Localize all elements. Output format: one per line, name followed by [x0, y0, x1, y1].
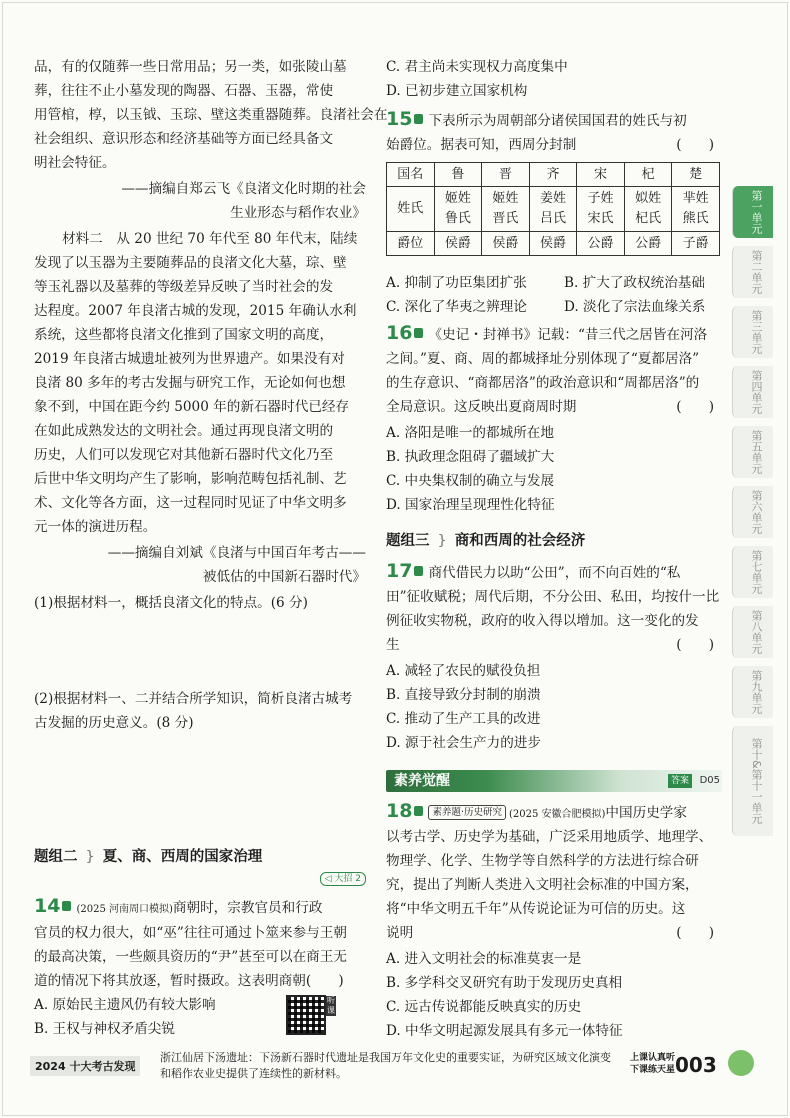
text-line: 的最高决策，一些颇具资历的“尹”甚至可以在商王无 [34, 949, 347, 965]
cell-text: 鲁氏 [444, 211, 471, 226]
question-text: 《史记・封禅书》记载：“昔三代之居皆在河洛 [428, 327, 708, 343]
table-cell: 公爵 [577, 232, 625, 256]
option-b: B. 执政理念阻碍了疆域扩大 [386, 449, 555, 465]
cell-text: 姬姓 [444, 191, 471, 206]
question-number: 16 [386, 322, 413, 344]
text-line: 元一体的演进历程。 [34, 519, 157, 535]
text-line: 例征收实物税，政府的收入得以增加。这一变化的发 [386, 613, 699, 629]
page-number: 003 [675, 1053, 717, 1077]
question-mark-icon [62, 901, 71, 911]
question-source: (2025 河南周口模拟) [76, 904, 173, 915]
text-line: 良渚 80 多年的考古发掘与研究工作，无论如何也想 [34, 375, 346, 391]
option-a: A. 减轻了农民的赋役负担 [386, 663, 541, 679]
cell-text: 宋氏 [587, 211, 614, 226]
option-b: B. 王权与神权矛盾尖锐 [34, 1021, 175, 1037]
text-line [386, 924, 722, 942]
option-d: D. 淡化了宗法血缘关系 [564, 299, 706, 315]
question-number: 15 [386, 108, 413, 130]
tab-unit-6[interactable]: 第六单元 [732, 486, 773, 538]
option-d: D. 已初步建立国家机构 [386, 83, 528, 99]
text-line: 历史，人们可以发现它对其他新石器时代文化乃至 [34, 447, 334, 463]
option-a: A. 进入文明社会的标准莫衷一是 [386, 951, 582, 967]
question-number: 14 [34, 895, 61, 917]
table-header-cell: 鲁 [434, 163, 482, 187]
question-number: 17 [386, 560, 413, 582]
banner-title: 素养觉醒 [394, 773, 450, 789]
table-cell: 侯爵 [434, 232, 482, 256]
text-line: 术、文化等各方面，这一过程同时见证了中华文明多 [34, 495, 347, 511]
question-text: 商朝时，宗教官员和行政 [172, 900, 323, 916]
text-line: 物理学、化学、生物学等自然科学的方法进行综合研 [386, 853, 699, 869]
table-row [387, 187, 720, 232]
text-line [386, 636, 722, 654]
table-cell: 爵位 [387, 232, 435, 256]
text-line: 后世中华文明均产生了影响，影响范畴包括礼制、艺 [34, 471, 347, 487]
option-c: C. 中央集权制的确立与发展 [386, 473, 555, 489]
text-line: 达程度。2007 年良渚古城的发现，2015 年确认水利 [34, 303, 357, 319]
text-line: 的生存意识、“商都居洛”的政治意识和“周都居洛”的 [386, 375, 700, 391]
tab-unit-1[interactable]: 第一单元 [732, 186, 773, 238]
difficulty-badge: ◁ 大招 2 [320, 872, 366, 886]
qr-label: 听课 [327, 996, 335, 1015]
table-cell [434, 187, 482, 232]
cell-text: 姒姓 [635, 191, 662, 206]
question-text: 说明 [386, 925, 414, 941]
tab-unit-8[interactable]: 第八单元 [732, 606, 773, 658]
cell-text: 吕氏 [539, 211, 566, 226]
option-a: A. 抑制了功臣集团扩张 [386, 275, 527, 291]
group-two-header [34, 848, 262, 866]
cell-text: 子姓 [587, 191, 614, 206]
question-text: 下表所示为周朝部分诸侯国国君的姓氏与初 [428, 113, 687, 129]
option-c: C. 深化了华夷之辨理论 [386, 299, 527, 315]
table-cell [482, 187, 530, 232]
text-line: 在如此成熟发达的文明社会。通过再现良渚文明的 [34, 423, 334, 439]
question-mark-icon [414, 566, 423, 576]
question-17-stem [386, 562, 680, 582]
question-text: 生 [386, 637, 400, 653]
table-cell: 姓氏 [387, 187, 435, 232]
table-header-cell: 齐 [529, 163, 577, 187]
source-citation: ——摘编自郑云飞《良渚文化时期的社会 [121, 181, 366, 197]
group-label: 题组二 [34, 849, 78, 865]
question-number: 18 [386, 800, 413, 822]
answer-paren: ( ) [676, 637, 714, 653]
group-title: 商和西周的社会经济 [454, 533, 586, 549]
literacy-tag: 素养题·历史研究 [428, 805, 506, 820]
answer-paren: ( ) [676, 399, 714, 415]
tab-unit-2[interactable]: 第二单元 [732, 246, 773, 298]
option-d: D. 中华文明起源发展具有多元一体特征 [386, 1023, 623, 1039]
text-line: 等玉礼器以及墓葬的等级差异反映了当时社会的发 [34, 279, 334, 295]
option-a: A. 原始民主遗风仍有较大影响 [34, 997, 216, 1013]
question-mark-icon [414, 114, 423, 124]
question-text: 中国历史学家 [605, 805, 687, 821]
question-15-stem [386, 110, 687, 130]
table-row [387, 163, 720, 187]
source-citation: ——摘编自刘斌《良渚与中国百年考古—— [107, 545, 366, 561]
text-line: 品，有的仅随葬一些日常用品；另一类，如张陵山墓 [34, 59, 347, 75]
footer-badge: 2024 十大考古发现 [30, 1056, 140, 1076]
cell-text: 姬姓 [492, 191, 519, 206]
footer-slogan [630, 1052, 675, 1076]
text-line: 葬，往往不止小墓发现的陶器、石器、玉器，常使 [34, 83, 334, 99]
question-source: (2025 安徽合肥模拟) [508, 809, 606, 820]
question-mark-icon [414, 328, 423, 338]
text-line: 用管棺，椁，以玉钺、玉琮、壁这类重器随葬。良渚社会在 [34, 107, 388, 123]
option-b: B. 直接导致分封制的崩溃 [386, 687, 541, 703]
answer-paren: ( ) [676, 925, 714, 941]
question-text: 全局意识。这反映出夏商周时期 [386, 399, 577, 415]
source-citation: 生业形态与稻作农业》 [230, 205, 366, 221]
question-2-cont: 古发掘的历史意义。(8 分) [34, 715, 194, 731]
table-header-cell: 宋 [577, 163, 625, 187]
option-d: D. 国家治理呈现理性化特征 [386, 497, 555, 513]
text-line: 2019 年良渚古城遗址被列为世界遗产。如果没有对 [34, 351, 345, 367]
material-two-title: 材料二 从 20 世纪 70 年代至 80 年代末，陆续 [62, 231, 358, 247]
option-d: D. 源于社会生产力的进步 [386, 735, 541, 751]
text-line: 究，提出了判断人类进入文明社会标准的中国方案， [386, 877, 699, 893]
answer-code: D05 [699, 775, 720, 786]
text-line: 官员的权力很大，如“巫”往往可通过卜筮来参与王朝 [34, 925, 347, 941]
question-1: (1)根据材料一，概括良渚文化的特点。(6 分) [34, 595, 308, 611]
table-header-cell: 杞 [624, 163, 672, 187]
table-cell [529, 187, 577, 232]
text-line: 以考古学、历史学为基础，广泛采用地质学、地理学、 [386, 829, 713, 845]
text-line: 象不到，中国在距今约 5000 年的新石器时代已经存 [34, 399, 350, 415]
option-a: A. 洛阳是唯一的都城所在地 [386, 425, 554, 441]
surname-table [386, 162, 720, 256]
table-cell [624, 187, 672, 232]
table-cell [577, 187, 625, 232]
brace-icon: } [85, 849, 95, 865]
literacy-banner [386, 770, 722, 792]
table-cell: 子爵 [672, 232, 720, 256]
slogan-line: 下课练天星 [630, 1065, 676, 1075]
text-line: 明社会特征。 [34, 155, 116, 171]
tab-unit-7[interactable]: 第七单元 [732, 546, 773, 598]
question-14-stem [34, 897, 322, 919]
table-cell [672, 187, 720, 232]
table-header-cell: 晋 [482, 163, 530, 187]
text-line: 社会组织、意识形态和经济基础等方面已经具备文 [34, 131, 334, 147]
footer [30, 1050, 730, 1084]
text-line: 田”征收赋税；周代后期，不分公田、私田，均按什一比 [386, 589, 720, 605]
qr-code-icon[interactable] [286, 995, 326, 1035]
group-title: 夏、商、西周的国家治理 [102, 849, 263, 865]
text-line: 将“中华文明五千年”从传说论证为可信的历史。这 [386, 901, 686, 917]
question-16-stem [386, 324, 707, 344]
source-citation: 被低估的中国新石器时代》 [202, 569, 366, 585]
cell-text: 杞氏 [635, 211, 662, 226]
question-2: (2)根据材料一、二并结合所学知识，简析良渚古城考 [34, 691, 353, 707]
tab-unit-9[interactable]: 第九单元 [732, 666, 773, 718]
cell-text: 晋氏 [492, 211, 519, 226]
cell-text: 芈姓 [682, 191, 709, 206]
option-c: C. 远古传说都能反映真实的历史 [386, 999, 582, 1015]
question-text: 始爵位。据表可知，西周分封制 [386, 137, 577, 153]
tab-unit-4[interactable]: 第四单元 [732, 366, 773, 418]
table-cell: 侯爵 [529, 232, 577, 256]
option-b: B. 多学科交叉研究有助于发现历史真相 [386, 975, 623, 991]
answer-label: 答案 [668, 774, 692, 788]
group-three-header [386, 532, 585, 550]
table-header-cell: 楚 [672, 163, 720, 187]
mascot-icon [728, 1050, 754, 1076]
question-mark-icon [414, 806, 423, 816]
answer-paren: ( ) [676, 137, 714, 153]
text-line: 道的情况下将其放逐，暂时摄政。这表明商朝( ) [34, 973, 344, 989]
text-line [386, 398, 722, 416]
table-cell: 侯爵 [482, 232, 530, 256]
table-row [387, 232, 720, 256]
table-header-cell: 国名 [387, 163, 435, 187]
brace-icon: } [437, 533, 447, 549]
text-line: 之间。”夏、商、周的都城择址分别体现了“夏都居洛” [386, 351, 700, 367]
option-c: C. 君主尚未实现权力高度集中 [386, 59, 568, 75]
text-line: 发现了以玉器为主要随葬品的良渚文化大墓，琮、壁 [34, 255, 347, 271]
footer-text: 浙江仙居下汤遗址：下汤新石器时代遗址是我国万年文化史的重要实证，为研究区域文化演变和稻作农业史提供了连续性的新材料。 [160, 1051, 611, 1080]
table-cell: 公爵 [624, 232, 672, 256]
group-label: 题组三 [386, 533, 430, 549]
cell-text: 熊氏 [682, 211, 709, 226]
text-line: 系统，这些都将良渚文化推到了国家文明的高度， [34, 327, 334, 343]
slogan-line: 上课认真听 [630, 1053, 676, 1063]
tab-unit-5[interactable]: 第五单元 [732, 426, 773, 478]
tab-unit-10-11[interactable]: 第十&第十一单元 [732, 726, 773, 836]
text-line [386, 136, 722, 154]
option-c: C. 推动了生产工具的改进 [386, 711, 541, 727]
question-text: 商代借民力以助“公田”，而不向百姓的“私 [428, 565, 681, 581]
question-18-stem [386, 802, 687, 824]
option-b: B. 扩大了政权统治基础 [564, 275, 705, 291]
cell-text: 姜姓 [539, 191, 566, 206]
tab-unit-3[interactable]: 第三单元 [732, 306, 773, 358]
